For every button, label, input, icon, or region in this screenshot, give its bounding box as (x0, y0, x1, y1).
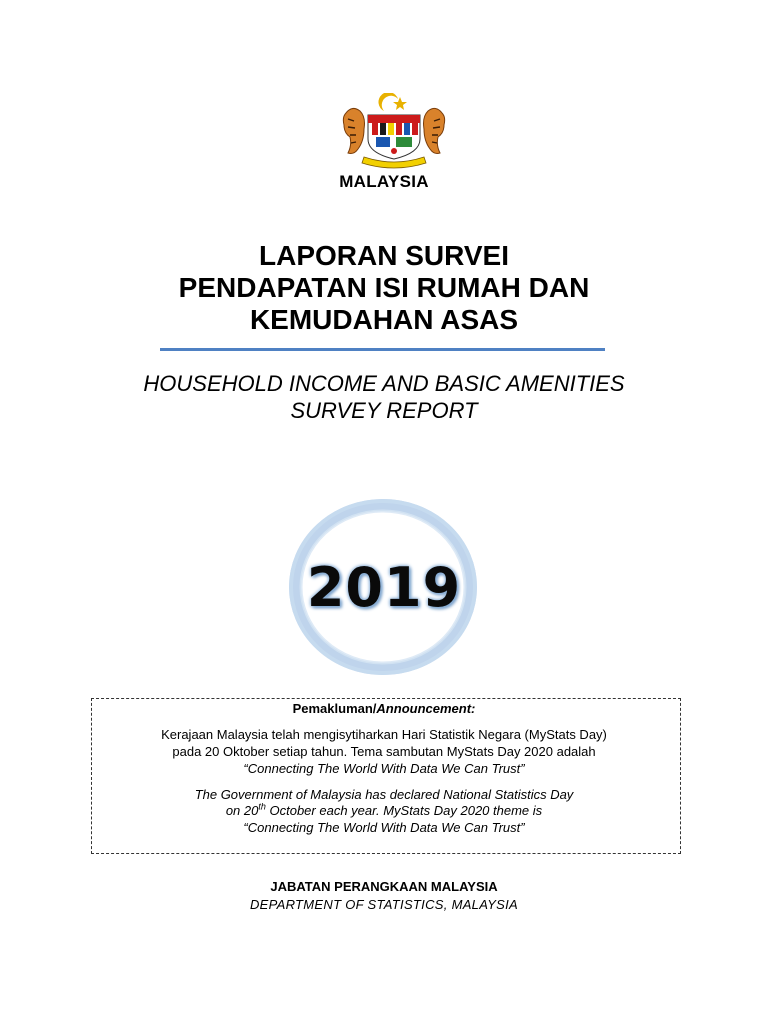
announcement-ms-line-2: pada 20 Oktober setiap tahun. Tema sambutan MyStats Day 2020 adalah (172, 744, 596, 759)
announcement-heading-separator: / (372, 701, 377, 716)
announcement-heading (0, 701, 768, 716)
announcement-en-theme: “Connecting The World With Data We Can Trust” (243, 820, 525, 835)
title-divider (160, 348, 605, 351)
announcement-en-line-2-post: October each year. MyStats Day 2020 theme is (265, 803, 543, 818)
announcement-heading-ms: Pemakluman (292, 701, 373, 716)
country-label: MALAYSIA (339, 172, 429, 191)
department-name-en: DEPARTMENT OF STATISTICS, MALAYSIA (249, 897, 519, 912)
announcement-heading-en: Announcement (376, 701, 472, 716)
department-name-ms: JABATAN PERANGKAAN MALAYSIA (270, 879, 498, 894)
announcement-ms-theme: “Connecting The World With Data We Can Trust” (243, 761, 525, 776)
report-title-line-3: KEMUDAHAN ASAS (249, 304, 519, 335)
report-subtitle-line-1: HOUSEHOLD INCOME AND BASIC AMENITIES (143, 371, 625, 396)
announcement-ms-line-1: Kerajaan Malaysia telah mengisytiharkan Hari Statistik Negara (MyStats Day) (161, 727, 607, 742)
report-title-line-1: LAPORAN SURVEI (259, 240, 509, 271)
coat-of-arms-emblem (338, 93, 450, 169)
announcement-en-line-2 (0, 802, 768, 819)
announcement-en-line-2-superscript: th (258, 801, 266, 812)
announcement-en-line-2-pre: on 20 (225, 803, 259, 818)
report-subtitle-line-2: SURVEY REPORT (290, 398, 478, 423)
report-title-line-2: PENDAPATAN ISI RUMAH DAN (178, 272, 590, 303)
announcement-en-line-1: The Government of Malaysia has declared National Statistics Day (194, 787, 574, 802)
announcement-heading-colon: : (471, 701, 476, 716)
report-year: 2019 (306, 556, 462, 619)
